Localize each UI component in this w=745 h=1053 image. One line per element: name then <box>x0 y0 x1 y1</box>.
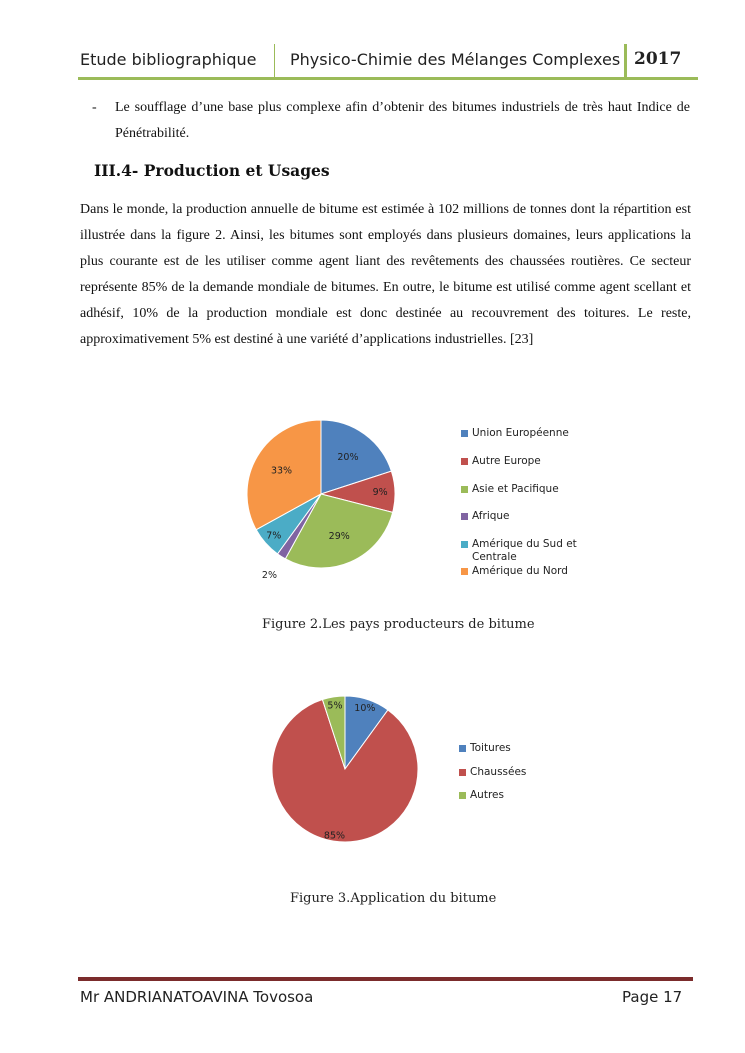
header-divider <box>624 44 627 78</box>
legend-swatch <box>461 568 468 575</box>
chart-legend <box>461 427 590 580</box>
legend-swatch <box>459 769 466 776</box>
legend-label: Chaussées <box>470 766 527 778</box>
pie-chart-svg <box>230 405 430 595</box>
slice-data-label: 20% <box>337 451 359 463</box>
slice-data-label: 85% <box>323 830 346 842</box>
legend-label: Autres <box>470 789 504 801</box>
slice-data-label: 5% <box>327 700 343 712</box>
slice-data-label: 9% <box>372 487 388 499</box>
header-rule <box>78 77 698 80</box>
body-paragraph: Dans le monde, la production annuelle de bitume est estimée à 102 millions de tonnes dont la répartition est illustrée dans la figure 2. Ainsi, les bitumes sont employés dans plusieurs domaines, leurs applications la plus courante est de les utiliser comme agent liant des revêtements des chaussées routières. Ce secteur représente 85% de la demande mondiale de bitumes. En outre, le bitume est utilisé comme agent scellant et adhésif, 10% de la production mondiale est donc destinée au recouvrement des toitures. Le reste, approximativement 5% est destiné à une variété d’applications industrielles. [23] <box>80 202 691 347</box>
slice-data-label: 7% <box>266 530 282 542</box>
legend-swatch <box>459 792 466 799</box>
legend-label: Union Européenne <box>472 427 569 439</box>
pie-chart-svg <box>255 680 445 860</box>
legend-swatch <box>461 458 468 465</box>
chart-legend <box>459 742 545 825</box>
header-year: 2017 <box>634 49 682 69</box>
pie-chart-producers <box>230 405 590 595</box>
legend-swatch <box>461 513 468 520</box>
legend-label: Afrique <box>472 510 510 522</box>
pie-chart-applications <box>255 680 545 860</box>
section-title: III.4- Production et Usages <box>94 161 330 180</box>
legend-swatch <box>461 541 468 548</box>
legend-swatch <box>459 745 466 752</box>
legend-label: Asie et Pacifique <box>472 483 559 495</box>
header-title: Physico-Chimie des Mélanges Complexes <box>290 50 621 69</box>
legend-swatch <box>461 486 468 493</box>
slice-data-label: 2% <box>261 570 277 582</box>
legend-label: Toitures <box>470 742 511 754</box>
slice-data-label: 33% <box>270 465 293 477</box>
legend-swatch <box>461 430 468 437</box>
page-header <box>78 44 698 78</box>
header-chapter: Etude bibliographique <box>80 50 257 69</box>
figure-caption: Figure 3.Application du bitume <box>290 891 497 906</box>
footer-page-number: Page 17 <box>622 988 683 1006</box>
slice-data-label: 10% <box>354 702 376 714</box>
legend-label: Amérique du Sud et Centrale <box>472 538 577 563</box>
footer-author: Mr ANDRIANATOAVINA Tovosoa <box>80 988 314 1006</box>
legend-label: Autre Europe <box>472 455 541 467</box>
header-divider <box>274 44 275 78</box>
footer-rule <box>78 977 693 981</box>
slice-data-label: 29% <box>328 531 350 543</box>
legend-label: Amérique du Nord <box>472 565 568 577</box>
bullet-dash: - <box>92 100 97 115</box>
figure-caption: Figure 2.Les pays producteurs de bitume <box>262 617 535 632</box>
bullet-text: Le soufflage d’une base plus complexe afin d’obtenir des bitumes industriels de très haut Indice de Pénétrabilité. <box>115 100 690 141</box>
